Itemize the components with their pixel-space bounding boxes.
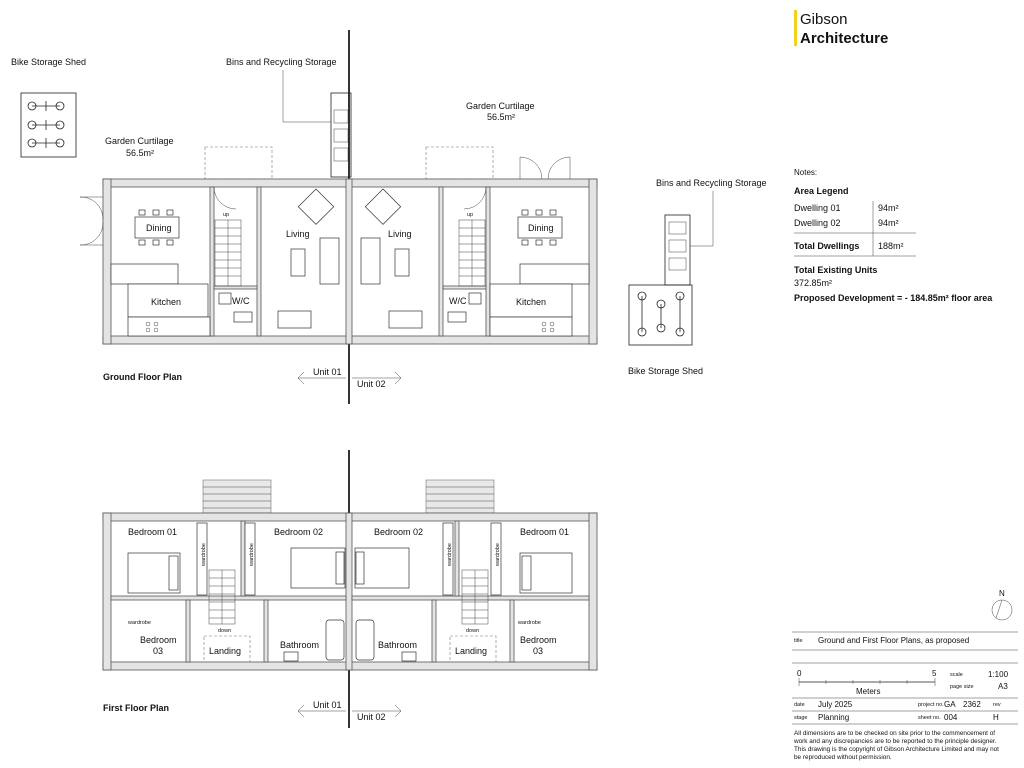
room-bathroom-right: Bathroom: [378, 640, 418, 650]
ground-floor-plan: [11, 30, 767, 404]
notes-panel: [794, 168, 993, 303]
bike-icon: [28, 101, 64, 148]
scale-key: scale: [950, 672, 963, 678]
rev-key: rev: [993, 702, 1001, 708]
legend-row-1-value: 94m²: [878, 203, 899, 213]
legend-row-1-label: Dwelling 01: [794, 203, 841, 213]
drawing-title: Ground and First Floor Plans, as proposed: [818, 636, 970, 645]
existing-units-value: 372.85m²: [794, 278, 833, 288]
stage-value: Planning: [818, 713, 850, 722]
garden-left-area: 56.5m²: [126, 148, 155, 158]
room-kitchen-right: Kitchen: [516, 297, 547, 307]
unit-02-label-first: Unit 02: [357, 712, 386, 722]
garden-left-label: Garden Curtilage: [105, 136, 174, 146]
coffee-table-right: [395, 249, 409, 276]
page-size-value: A3: [998, 682, 1008, 691]
bike-shed-left: [11, 57, 86, 157]
room-bedroom03-right-a: Bedroom: [520, 635, 557, 645]
room-living-right: Living: [388, 229, 412, 239]
room-kitchen-left: Kitchen: [151, 297, 182, 307]
stairs-ground-right: [459, 212, 485, 286]
date-value: July 2025: [818, 700, 853, 709]
sofa-left-side: [320, 238, 339, 284]
brand-line-2: Architecture: [800, 30, 889, 47]
bike-shed-right-label: Bike Storage Shed: [628, 366, 704, 376]
brand-accent-bar: [794, 10, 797, 46]
unit-02-label-ground: Unit 02: [357, 379, 386, 389]
rev-value: H: [993, 713, 999, 722]
sofa-right-bottom: [389, 311, 422, 328]
wardrobe-label-right-b: wardrobe: [495, 543, 501, 566]
bike-shed-left-label: Bike Storage Shed: [11, 57, 87, 67]
stairs-ground-left: [215, 212, 241, 286]
disclaimer-line-4: be reproduced without permission.: [794, 754, 892, 761]
ground-plan-title: Ground Floor Plan: [103, 372, 182, 382]
bathtub-left: [326, 620, 344, 660]
project-key: project no.: [918, 702, 944, 708]
room-bedroom03-right-b: 03: [533, 646, 544, 656]
stairs-first-left: [209, 570, 235, 634]
notes-heading: Notes:: [794, 168, 818, 177]
date-key: date: [794, 702, 805, 708]
wardrobe-label-bed3-right: wardrobe: [518, 620, 541, 626]
stairs-down-label-left: down: [218, 628, 232, 634]
area-legend-title: Area Legend: [794, 186, 849, 196]
bins-label-top: Bins and Recycling Storage: [226, 57, 337, 67]
room-bedroom01-right: Bedroom 01: [520, 527, 570, 537]
north-label: N: [999, 589, 1005, 598]
room-bedroom03-left-a: Bedroom: [140, 635, 177, 645]
sheet-key: sheet no.: [918, 715, 941, 721]
legend-row-2-label: Dwelling 02: [794, 218, 841, 228]
room-living-left: Living: [286, 229, 310, 239]
room-wc-left: W/C: [232, 296, 250, 306]
north-compass-icon: [992, 600, 1012, 620]
north-arrow: [992, 589, 1012, 620]
wardrobe-label-bed3-left: wardrobe: [128, 620, 151, 626]
stairs-up-label-left: up: [223, 212, 230, 218]
first-plan-title: First Floor Plan: [103, 703, 170, 713]
room-dining-right: Dining: [528, 223, 554, 233]
brand-line-1: Gibson: [800, 11, 848, 28]
scale-bar-max: 5: [932, 669, 937, 678]
scale-bar-unit: Meters: [856, 687, 881, 696]
kitchen-counter-left: [111, 264, 178, 284]
bins-label-right: Bins and Recycling Storage: [656, 178, 767, 188]
stairs-up-label-right: up: [467, 212, 474, 218]
legend-total-value: 188m²: [878, 241, 904, 251]
armchair-left: [298, 189, 333, 224]
scale-bar-min: 0: [797, 669, 802, 678]
wardrobe-label-right-a: wardrobe: [447, 543, 453, 566]
room-landing-right: Landing: [455, 646, 488, 656]
scale-value: 1:100: [988, 670, 1009, 679]
room-wc-right: W/C: [449, 296, 467, 306]
room-bathroom-left: Bathroom: [280, 640, 320, 650]
garden-right-area: 56.5m²: [487, 112, 516, 122]
unit-01-label-first: Unit 01: [313, 700, 342, 710]
page-size-key: page size: [950, 684, 974, 690]
disclaimer-line-1: All dimensions are to be checked on site prior to the commencement of: [794, 730, 996, 737]
room-landing-left: Landing: [209, 646, 242, 656]
armchair-right: [365, 189, 400, 224]
wardrobe-label-left-b: wardrobe: [249, 543, 255, 566]
room-bedroom02-left: Bedroom 02: [274, 527, 324, 537]
legend-total-label: Total Dwellings: [794, 241, 860, 251]
legend-row-2-value: 94m²: [878, 218, 899, 228]
room-bedroom03-left-b: 03: [153, 646, 164, 656]
room-dining-left: Dining: [146, 223, 172, 233]
garden-right-label: Garden Curtilage: [466, 101, 535, 111]
brand-logo: [794, 10, 888, 47]
stage-key: stage: [794, 715, 808, 721]
scale-bar: [799, 678, 935, 686]
kitchen-counter-right: [520, 264, 589, 284]
coffee-table-left: [291, 249, 305, 276]
stairs-down-label-right: down: [466, 628, 480, 634]
wardrobe-label-left-a: wardrobe: [201, 543, 207, 566]
first-floor-plan: [103, 450, 597, 728]
room-bedroom02-right: Bedroom 02: [374, 527, 424, 537]
sofa-left-bottom: [278, 311, 311, 328]
room-bedroom01-left: Bedroom 01: [128, 527, 178, 537]
sheet-value: 004: [944, 713, 958, 722]
stairs-first-right: [462, 570, 488, 634]
unit-01-label-ground: Unit 01: [313, 367, 342, 377]
disclaimer-line-2: work and any discrepancies are to be reported to the principle designer.: [794, 738, 997, 745]
existing-units-label: Total Existing Units: [794, 265, 878, 275]
proposed-development: Proposed Development = - 184.85m² floor area: [794, 293, 993, 303]
title-block: [792, 589, 1018, 761]
title-key: title: [794, 638, 803, 644]
project-value: 2362: [963, 700, 981, 709]
sofa-right-side: [361, 238, 380, 284]
bike-icon: [638, 292, 684, 336]
disclaimer-line-3: This drawing is the copyright of Gibson Architecture Limited and may not: [794, 746, 999, 753]
project-prefix: GA: [944, 700, 956, 709]
bathtub-right: [356, 620, 374, 660]
